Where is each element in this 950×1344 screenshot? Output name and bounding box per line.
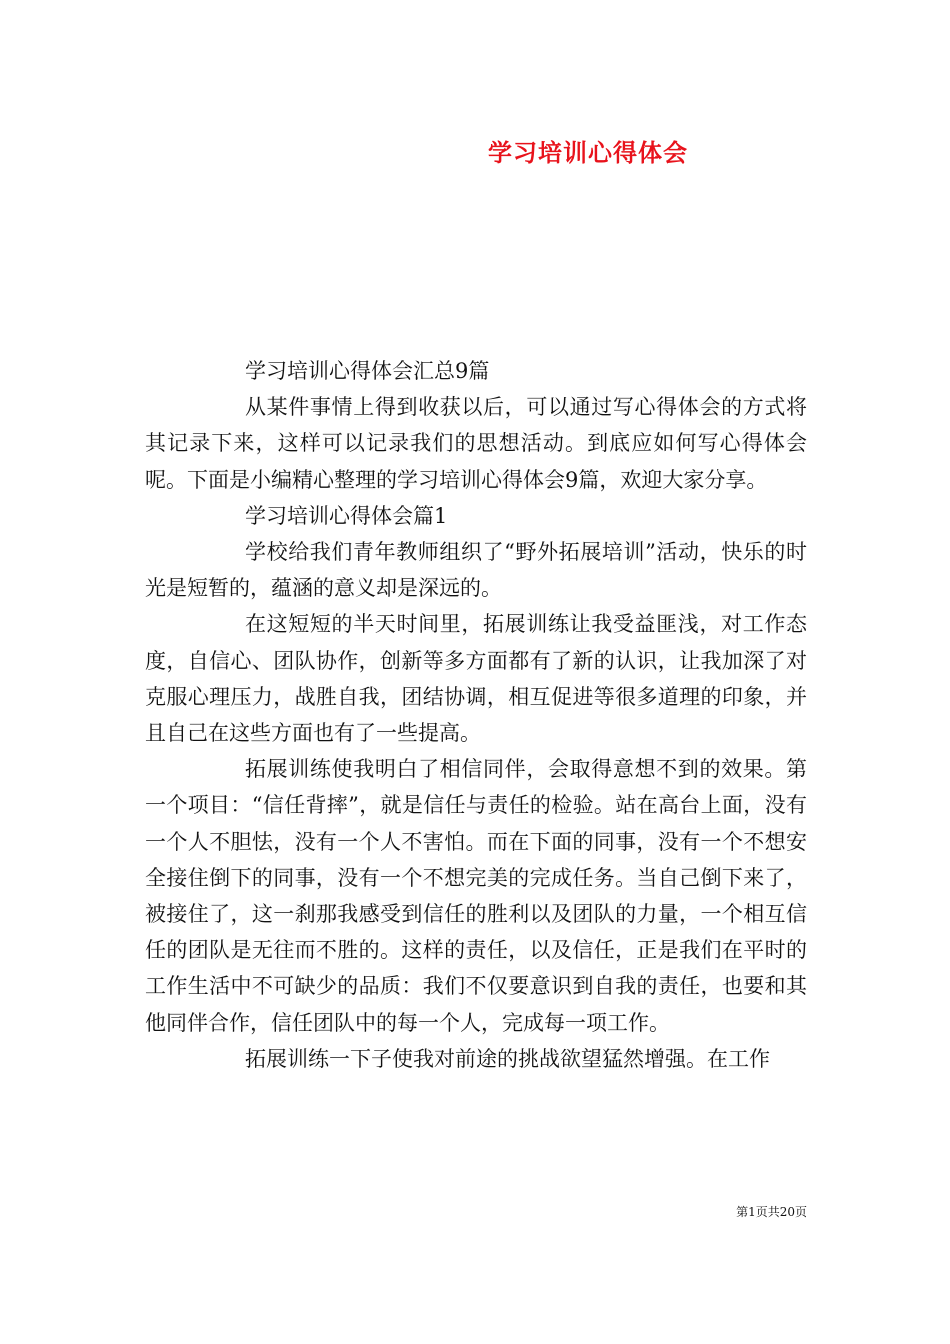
body-paragraph: 学校给我们青年教师组织了“野外拓展培训”活动，快乐的时光是短暂的，蕴涵的意义却是深远的。 xyxy=(145,540,807,601)
section-heading: 学习培训心得体会篇1 xyxy=(245,503,448,528)
collection-heading: 学习培训心得体会汇总9篇 xyxy=(245,359,490,383)
intro-paragraph: 从某件事情上得到收获以后，可以通过写心得体会的方式将其记录下来，这样可以记录我们的思想活动。到底应如何写心得体会呢。下面是小编精心整理的学习培训心得体会9篇，欢迎大家分享。 xyxy=(145,395,807,492)
body-paragraph: 拓展训练一下子使我对前途的挑战欲望猛然增强。在工作 xyxy=(245,1046,770,1071)
page-title: 学习培训心得体会 xyxy=(488,139,688,167)
body-paragraph: 在这短短的半天时间里，拓展训练让我受益匪浅，对工作态度，自信心、团队协作，创新等多方面都有了新的认识，让我加深了对克服心理压力，战胜自我，团结协调，相互促进等很多道理的印象，并且自己在这些方面也有了一些提高。 xyxy=(145,612,807,746)
page-number-footer: 第1页共20页 xyxy=(736,1205,807,1219)
body-paragraph: 拓展训练使我明白了相信同伴，会取得意想不到的效果。第一个项目：“信任背摔”，就是信任与责任的检验。站在高台上面，没有一个人不胆怯，没有一个人不害怕。而在下面的同事，没有一个不想安全接住倒下的同事，没有一个不想完美的完成任务。当自己倒下来了，被接住了，这一刹那我感受到信任的胜利以及团队的力量，一个相互信任的团队是无往而不胜的。这样的责任，以及信任，正是我们在平时的工作生活中不可缺少的品质：我们不仅要意识到自我的责任，也要和其他同伴合作，信任团队中的每一个人，完成每一项工作。 xyxy=(145,757,807,1035)
document-body xyxy=(145,353,807,1077)
